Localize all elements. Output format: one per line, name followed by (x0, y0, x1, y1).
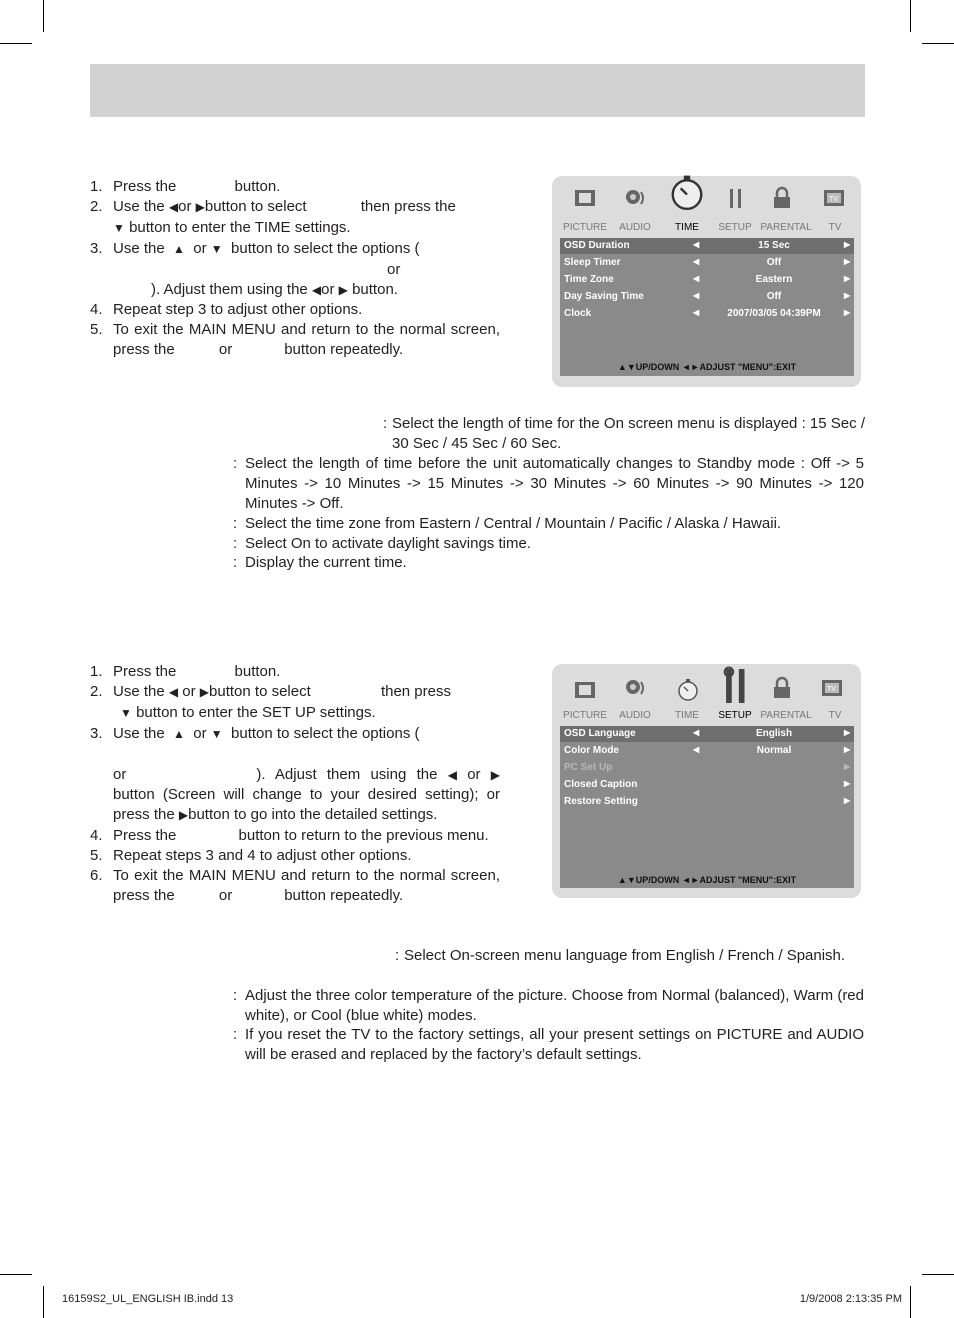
menu-icon-row (552, 664, 861, 706)
osd-setup-menu (552, 664, 861, 898)
crop-mark (0, 43, 32, 44)
osd-row-restore-setting: Restore Setting ▶ (564, 796, 851, 807)
right-arrow-icon: ▶ (844, 762, 851, 771)
crop-mark (910, 1286, 911, 1318)
right-arrow-icon: ▶ (199, 684, 210, 699)
section-header-bar (90, 64, 865, 117)
list-item: 2. Use the ◀or ▶button to select then press the ▼ button to enter the TIME settings. (90, 197, 500, 239)
left-arrow-icon: ◀ (311, 282, 322, 297)
time-desc-time-zone: : Select the time zone from Eastern / Central / Mountain / Pacific / Alaska / Hawaii. (233, 515, 782, 532)
time-desc-clock: : Display the current time. (233, 554, 407, 571)
svg-text:TV: TV (829, 196, 838, 203)
left-arrow-icon: ◀ (168, 199, 179, 214)
tab-picture: PICTURE (563, 710, 607, 721)
osd-row-closed-caption: Closed Caption ▶ (564, 779, 851, 790)
osd-row-color-mode: Color Mode ◀ Normal ▶ (564, 745, 851, 756)
time-steps (90, 177, 500, 360)
osd-time-menu (552, 176, 861, 387)
tab-tv: TV (828, 710, 842, 721)
up-arrow-icon: ▲ (173, 726, 185, 741)
right-arrow-icon: ▶ (195, 199, 205, 214)
osd-footer: ▲▼UP/DOWN ◄►ADJUST "MENU":EXIT (617, 875, 797, 885)
osd-panel (560, 726, 854, 888)
tab-tv: TV (828, 222, 842, 233)
osd-row-clock: Clock ◀ 2007/03/05 04:39PM ▶ (564, 308, 851, 319)
left-arrow-icon: ◀ (168, 684, 179, 699)
up-arrow-icon: ▲ (173, 241, 185, 256)
list-item: 6. To exit the MAIN MENU and return to the normal screen, press the or button repeatedly. (90, 867, 500, 904)
lock-icon (770, 186, 794, 210)
audio-icon (623, 676, 647, 700)
list-item: 5. To exit the MAIN MENU and return to the normal screen, press the or button repeatedly. (90, 321, 500, 359)
osd-tabs (552, 222, 861, 236)
osd-row-time-zone: Time Zone ◀ Eastern ▶ (564, 274, 851, 285)
down-arrow-icon: ▼ (210, 241, 223, 256)
setup-desc-color-mode: : Adjust the three color temperature of the picture. Choose from Normal (balanced), Warm (red white), or Cool (blue white) modes. (233, 987, 864, 1024)
lock-icon (770, 676, 794, 700)
crop-mark (0, 1274, 32, 1275)
tab-audio: AUDIO (619, 222, 651, 233)
right-arrow-icon: ▶ (178, 808, 189, 823)
setup-icon (724, 186, 748, 210)
down-arrow-icon: ▼ (210, 726, 223, 741)
crop-mark (922, 43, 954, 44)
tab-picture: PICTURE (563, 222, 607, 233)
left-arrow-icon: ◀ (693, 274, 700, 283)
right-arrow-icon: ▶ (844, 240, 851, 249)
right-arrow-icon: ▶ (844, 274, 851, 283)
list-item: 5. Repeat steps 3 and 4 to adjust other options. (90, 847, 412, 865)
left-arrow-icon: ◀ (693, 728, 700, 737)
time-icon (668, 174, 706, 212)
print-file-info: 16159S2_UL_ENGLISH IB.indd 13 (62, 1293, 234, 1305)
print-date-info: 1/9/2008 2:13:35 PM (799, 1293, 902, 1305)
setup-desc-restore-setting: : If you reset the TV to the factory settings, all your present settings on PICTURE and AUDIO will be erased and replaced by the factory’s default settings. (233, 1026, 864, 1063)
list-item: 4. Repeat step 3 to adjust other options. (90, 301, 363, 319)
tab-audio: AUDIO (619, 710, 651, 721)
tab-time: TIME (675, 222, 699, 233)
osd-row-sleep-timer: Sleep Timer ◀ Off ▶ (564, 257, 851, 268)
time-desc-osd-duration: : Select the length of time for the On screen menu is displayed : 15 Sec / 30 Sec / 45 Sec / 60 Sec. (383, 415, 865, 452)
list-item: 3. Use the ▲ or ▼ button to select the options ( or ). Adjust them using the ◀ or ▶ button (Screen will change to your desired setting); or press the ▶button to go into the detailed settings. (90, 724, 500, 827)
crop-mark (43, 1286, 44, 1318)
crop-mark (43, 0, 44, 32)
right-arrow-icon: ▶ (844, 728, 851, 737)
osd-row-day-saving-time: Day Saving Time ◀ Off ▶ (564, 291, 851, 302)
tab-parental: PARENTAL (760, 710, 812, 721)
tab-time: TIME (675, 710, 699, 721)
time-icon (676, 678, 700, 702)
time-desc-day-saving: : Select On to activate daylight savings time. (233, 535, 531, 552)
down-arrow-icon: ▼ (120, 705, 132, 720)
right-arrow-icon: ▶ (338, 282, 348, 297)
left-arrow-icon: ◀ (693, 308, 700, 317)
osd-row-pc-set-up: PC Set Up ▶ (564, 762, 851, 773)
right-arrow-icon: ▶ (844, 291, 851, 300)
osd-panel (560, 238, 854, 376)
osd-footer: ▲▼UP/DOWN ◄►ADJUST "MENU":EXIT (617, 362, 797, 372)
crop-mark (922, 1274, 954, 1275)
left-arrow-icon: ◀ (693, 291, 700, 300)
left-arrow-icon: ◀ (447, 767, 457, 782)
right-arrow-icon: ▶ (844, 308, 851, 317)
time-desc-sleep-timer: : Select the length of time before the unit automatically changes to Standby mode : Off -> 5 Minutes -> 10 Minutes -> 15 Minutes -> 30 Minutes -> 60 Minutes -> 90 Minutes -> 120 Minutes -> Off. (233, 455, 864, 512)
osd-row-osd-duration: OSD Duration ◀ 15 Sec ▶ (560, 238, 854, 254)
right-arrow-icon: ▶ (844, 745, 851, 754)
right-arrow-icon: ▶ (490, 767, 501, 782)
setup-icon (719, 666, 753, 706)
left-arrow-icon: ◀ (693, 240, 700, 249)
osd-row-osd-language: OSD Language ◀ English ▶ (560, 726, 854, 742)
audio-icon (623, 186, 647, 210)
tab-setup: SETUP (718, 710, 752, 721)
tab-setup: SETUP (718, 222, 752, 233)
tab-parental: PARENTAL (760, 222, 812, 233)
left-arrow-icon: ◀ (693, 257, 700, 266)
list-item: 1. Press the button. (90, 663, 281, 680)
svg-text:TV: TV (827, 686, 836, 693)
down-arrow-icon: ▼ (113, 220, 125, 235)
right-arrow-icon: ▶ (844, 796, 851, 805)
left-arrow-icon: ◀ (693, 745, 700, 754)
setup-steps (90, 662, 500, 906)
list-item: 1. Press the button. (90, 178, 281, 195)
list-item: 4. Press the button to return to the previous menu. (90, 827, 489, 845)
right-arrow-icon: ▶ (844, 257, 851, 266)
list-item: 3. Use the ▲ or ▼ button to select the options ( or ). Adjust them using the ◀or ▶ button. (90, 239, 500, 301)
tv-icon (822, 186, 846, 210)
picture-icon (573, 678, 597, 702)
picture-icon (573, 186, 597, 210)
menu-icon-row (552, 176, 861, 218)
crop-mark (910, 0, 911, 32)
list-item: 2. Use the ◀ or ▶button to select then press ▼ button to enter the SET UP settings. (90, 682, 500, 724)
setup-desc-osd-language: : Select On-screen menu language from English / French / Spanish. (395, 947, 846, 964)
tv-icon (820, 676, 844, 700)
right-arrow-icon: ▶ (844, 779, 851, 788)
osd-tabs (552, 710, 861, 724)
